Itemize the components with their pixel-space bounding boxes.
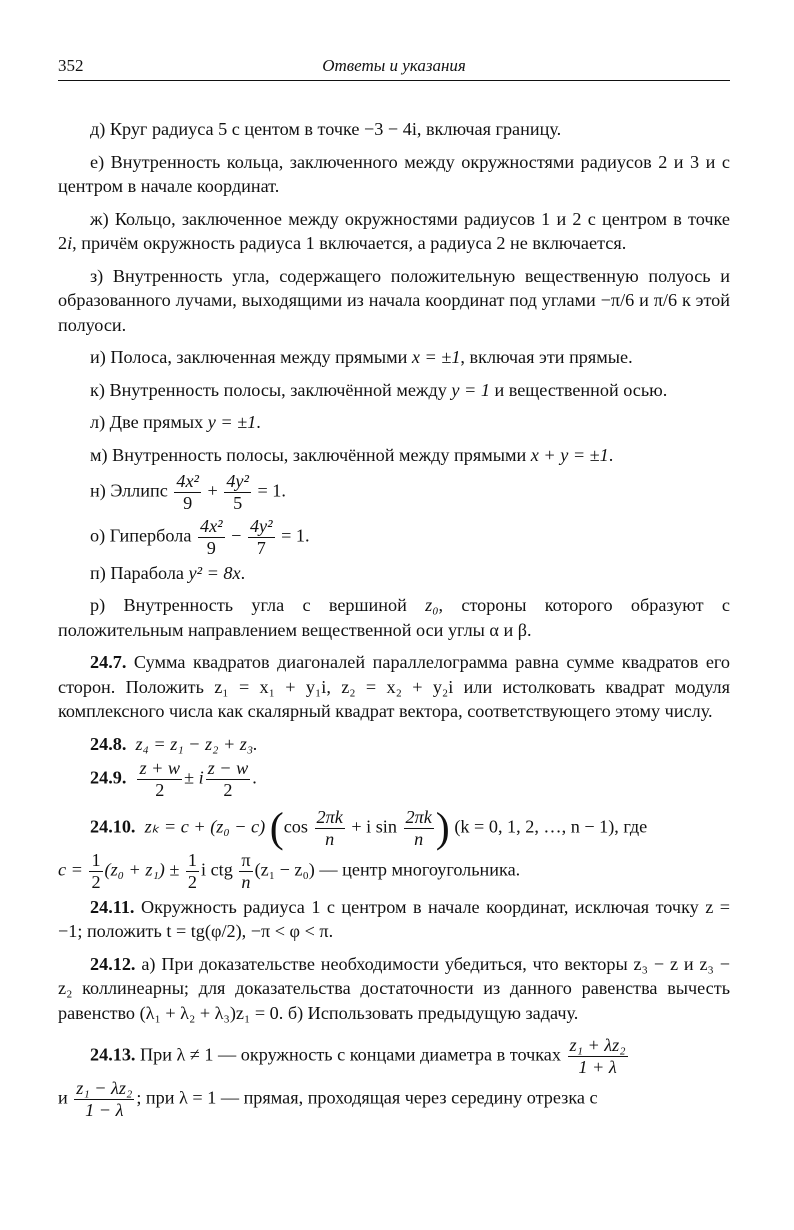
frac-denominator: 9 xyxy=(183,492,193,513)
item-m-math: x + y = ±1 xyxy=(530,444,609,465)
formula-range: (k = 0, 1, 2, …, n − 1), где xyxy=(454,816,648,837)
item-i xyxy=(58,345,730,370)
page xyxy=(58,52,730,1121)
frac-numerator: z + w xyxy=(139,758,181,779)
ellipse-fraction-y xyxy=(224,471,251,514)
item-l-text: л) Две прямых xyxy=(90,412,208,432)
problem-number: 24.12. xyxy=(90,953,136,974)
frac-numerator: z₁ + λz₂ xyxy=(569,1035,626,1056)
problem-text: Окружность радиуса 1 с центром в начале координат, исключая точку z = −1; положить t = tg(φ/2), −π < φ < π. xyxy=(58,896,731,942)
frac-denominator: n xyxy=(325,828,335,849)
problem-24-12 xyxy=(58,952,730,1026)
item-r-tail: , стороны которого образуют с положительным направлением вещественной оси углы α и β. xyxy=(58,595,730,640)
ellipse-fraction-x xyxy=(174,471,201,514)
fraction-endpoint-2 xyxy=(74,1078,134,1121)
item-zh-imag: i xyxy=(67,233,73,253)
fraction-half xyxy=(89,850,102,893)
item-p xyxy=(58,561,730,586)
fraction-endpoint-1 xyxy=(568,1035,628,1078)
item-k-text: к) Внутренность полосы, заключённой между xyxy=(90,379,452,400)
frac-numerator: π xyxy=(241,849,251,870)
item-i-math: x = ±1 xyxy=(411,347,461,367)
center-text: (z₁ − z₀) — центр многоугольника. xyxy=(254,859,521,880)
fraction-z-plus-w xyxy=(137,758,182,801)
fraction-pi-n xyxy=(239,850,252,893)
problem-number: 24.9. xyxy=(90,767,127,788)
problem-text-tail: ; при λ = 1 — прямая, проходящая через середину отрезка с xyxy=(136,1087,598,1108)
problem-number: 24.7. xyxy=(90,652,127,673)
running-title: Ответы и указания xyxy=(322,56,466,75)
frac-denominator: 2 xyxy=(223,780,233,801)
c-equals: c = xyxy=(58,859,83,880)
operator: − xyxy=(231,525,242,546)
frac-denominator: 7 xyxy=(256,537,266,558)
frac-numerator: 1 xyxy=(187,849,197,870)
item-l-tail: . xyxy=(256,412,261,432)
frac-numerator: 4y² xyxy=(249,515,273,536)
problem-24-11 xyxy=(58,895,730,944)
problem-text: Сумма квадратов диагоналей параллелограмма равна сумме квадратов его сторон. Положить z₁ = x₁ + y₁i, z₂ = x₂ + y₂i или истолковать квадрат модуля комплексного числа как скалярный квадрат вектора, соответствующего этому числу. xyxy=(58,652,731,722)
item-r-math: z₀ xyxy=(425,595,439,616)
frac-numerator: 4x² xyxy=(176,471,199,491)
item-p-tail: . xyxy=(240,562,246,583)
right-paren: ) xyxy=(435,805,450,852)
frac-denominator: 2 xyxy=(155,780,165,801)
equation-tail: . xyxy=(252,767,257,788)
frac-numerator: 4y² xyxy=(226,471,249,491)
frac-numerator: 2πk xyxy=(316,807,343,828)
item-o xyxy=(58,516,730,559)
item-z: з) Внутренность угла, содержащего положительную вещественную полуось и образованного лучами, выходящими из начала координат под углами −π/6 и π/6 к этой полуоси. xyxy=(58,265,731,335)
frac-denominator: n xyxy=(414,828,424,849)
item-zh xyxy=(58,207,730,256)
item-m-text: м) Внутренность полосы, заключённой между прямыми xyxy=(90,444,531,465)
frac-denominator: 2 xyxy=(91,871,101,892)
problem-text: а) При доказательстве необходимости убедиться, что векторы z₃ − z и z₃ − z₂ коллинеарны; для доказательства достаточности из данного равенства вычесть равенство (λ₁ + λ₂ + λ₃)z₁ = 0. б) Использовать предыдущую задачу. xyxy=(58,953,731,1023)
frac-denominator: n xyxy=(241,871,251,892)
frac-numerator: 1 xyxy=(91,849,101,870)
page-body xyxy=(58,117,730,1121)
problem-text: z₄ = z₁ − z₂ + z₃. xyxy=(135,733,258,754)
item-k-math: y = 1 xyxy=(451,379,490,400)
item-o-text: о) Гипербола xyxy=(90,525,192,546)
item-r-text: р) Внутренность угла с вершиной xyxy=(90,595,426,616)
frac-denominator: 2 xyxy=(187,871,197,892)
item-m xyxy=(58,443,730,468)
problem-24-13 xyxy=(58,1035,730,1078)
isin-label: + i sin xyxy=(351,816,397,837)
problem-24-10 xyxy=(58,807,730,850)
problem-number: 24.11. xyxy=(90,896,135,917)
and-word: и xyxy=(58,1087,68,1108)
item-p-text: п) Парабола xyxy=(90,562,189,583)
frac-numerator: 2πk xyxy=(405,807,432,828)
problem-24-7 xyxy=(58,650,730,724)
fraction-z-minus-w xyxy=(206,758,251,801)
item-n-text: н) Эллипс xyxy=(90,480,168,501)
item-l-math: y = ±1 xyxy=(207,412,257,432)
page-number: 352 xyxy=(58,56,84,75)
sum-term: (z₀ + z₁) ± xyxy=(104,859,180,880)
frac-denominator: 1 − λ xyxy=(85,1099,124,1120)
cos-label: cos xyxy=(283,816,308,837)
plus-minus-i: ± i xyxy=(184,767,204,788)
ctg-term: i ctg xyxy=(201,859,233,880)
operator: + xyxy=(207,480,218,501)
item-d: д) Круг радиуса 5 с центом в точке −3 − 4i, включая границу. xyxy=(90,119,562,139)
hyperbola-fraction-x xyxy=(198,516,225,559)
hyperbola-fraction-y xyxy=(248,516,275,559)
item-zh-text: ж) Кольцо, заключенное между окружностями радиусов 1 и 2 с центром в точке 2 xyxy=(58,208,730,253)
frac-numerator: 4x² xyxy=(199,515,223,536)
item-k-tail: и вещественной осью. xyxy=(489,379,668,400)
frac-numerator: z − w xyxy=(207,758,249,779)
item-n xyxy=(58,471,730,514)
problem-number: 24.8. xyxy=(90,733,127,754)
item-i-tail: , включая эти прямые. xyxy=(460,347,633,367)
item-r xyxy=(58,593,730,642)
frac-denominator: 5 xyxy=(233,492,243,513)
frac-numerator: z₁ − λz₂ xyxy=(76,1078,133,1099)
item-m-tail: . xyxy=(608,444,614,465)
fraction-half-2 xyxy=(186,850,199,893)
problem-24-13-cont xyxy=(58,1078,730,1121)
item-e: е) Внутренность кольца, заключенного между окружностями радиусов 2 и 3 и с центром в начале координат. xyxy=(58,151,730,196)
page-header xyxy=(58,52,730,81)
item-k xyxy=(58,378,730,403)
problem-text: При λ ≠ 1 — окружность с концами диаметра в точках xyxy=(140,1044,561,1065)
frac-denominator: 1 + λ xyxy=(578,1057,617,1078)
problem-number: 24.13. xyxy=(90,1044,136,1065)
fraction-2pik-n-2 xyxy=(404,807,434,850)
left-paren: ( xyxy=(269,805,284,852)
problem-24-8 xyxy=(58,732,730,757)
item-l xyxy=(58,410,730,435)
frac-denominator: 9 xyxy=(206,537,216,558)
item-i-text: и) Полоса, заключенная между прямыми xyxy=(90,347,412,367)
item-p-math: y² = 8x xyxy=(188,562,241,583)
formula-start: zₖ = c + (z₀ − c) xyxy=(144,816,266,837)
item-zh-tail: , причём окружность радиуса 1 включается, а радиуса 2 не включается. xyxy=(72,233,627,253)
fraction-2pik-n xyxy=(315,807,345,850)
problem-24-9 xyxy=(58,758,730,801)
equation-tail: = 1. xyxy=(257,480,286,501)
problem-number: 24.10. xyxy=(90,816,136,837)
problem-24-10-center xyxy=(58,850,730,893)
equation-tail: = 1. xyxy=(281,525,310,546)
